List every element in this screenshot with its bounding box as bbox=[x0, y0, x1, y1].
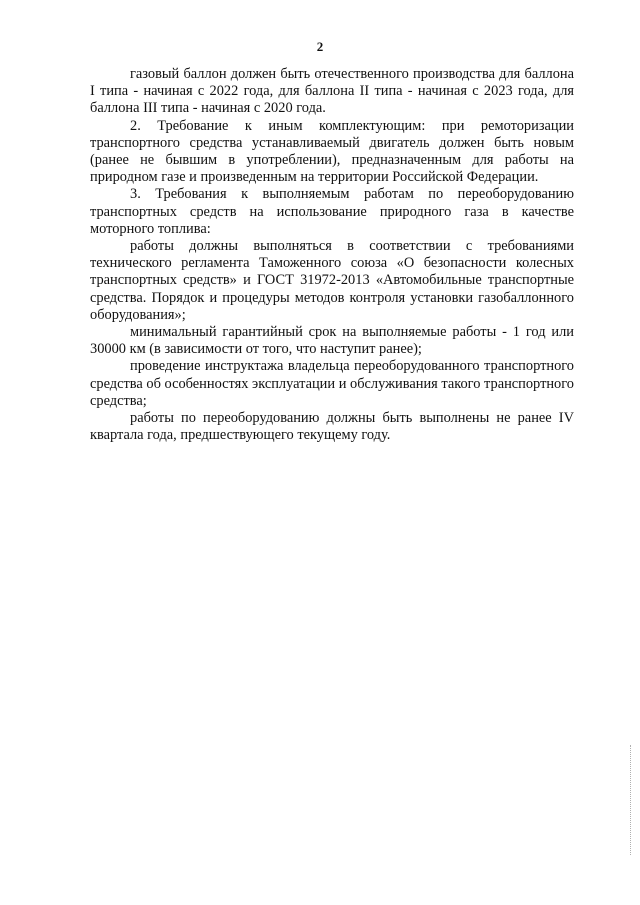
document-body bbox=[90, 66, 574, 444]
paragraph-owner-briefing: проведение инструктажа владельца переоборудованного транспортного средства об особенностях эксплуатации и обслуживания такого транспортного средства; bbox=[90, 358, 574, 409]
paragraph-works-requirement: 3. Требования к выполняемым работам по переоборудованию транспортных средств на использование природного газа в качестве моторного топлива: bbox=[90, 186, 574, 237]
paragraph-conversion-deadline: работы по переоборудованию должны быть выполнены не ранее IV квартала года, предшествующего текущему году. bbox=[90, 410, 574, 444]
paragraph-technical-regulation: работы должны выполняться в соответствии с требованиями технического регламента Таможенного союза «О безопасности колесных транспортных средств» и ГОСТ 31972-2013 «Автомобильные транспортные средства. Порядок и процедуры методов контроля установки газобаллонного оборудования»; bbox=[90, 238, 574, 323]
scan-edge-mark bbox=[630, 745, 632, 855]
page-number: 2 bbox=[316, 39, 324, 54]
paragraph-components-requirement: 2. Требование к иным комплектующим: при ремоторизации транспортного средства устанавливаемый двигатель должен быть новым (ранее не бывшим в употреблении), предназначенным для работы на природном газе и произведенным на территории Российской Федерации. bbox=[90, 117, 574, 186]
paragraph-gas-cylinder-origin: газовый баллон должен быть отечественного производства для баллона I типа - начиная с 2022 года, для баллона II типа - начиная с 2023 года, для баллона III типа - начиная с 2020 года. bbox=[90, 66, 574, 117]
paragraph-warranty-term: минимальный гарантийный срок на выполняемые работы - 1 год или 30000 км (в зависимости от того, что наступит ранее); bbox=[90, 324, 574, 358]
